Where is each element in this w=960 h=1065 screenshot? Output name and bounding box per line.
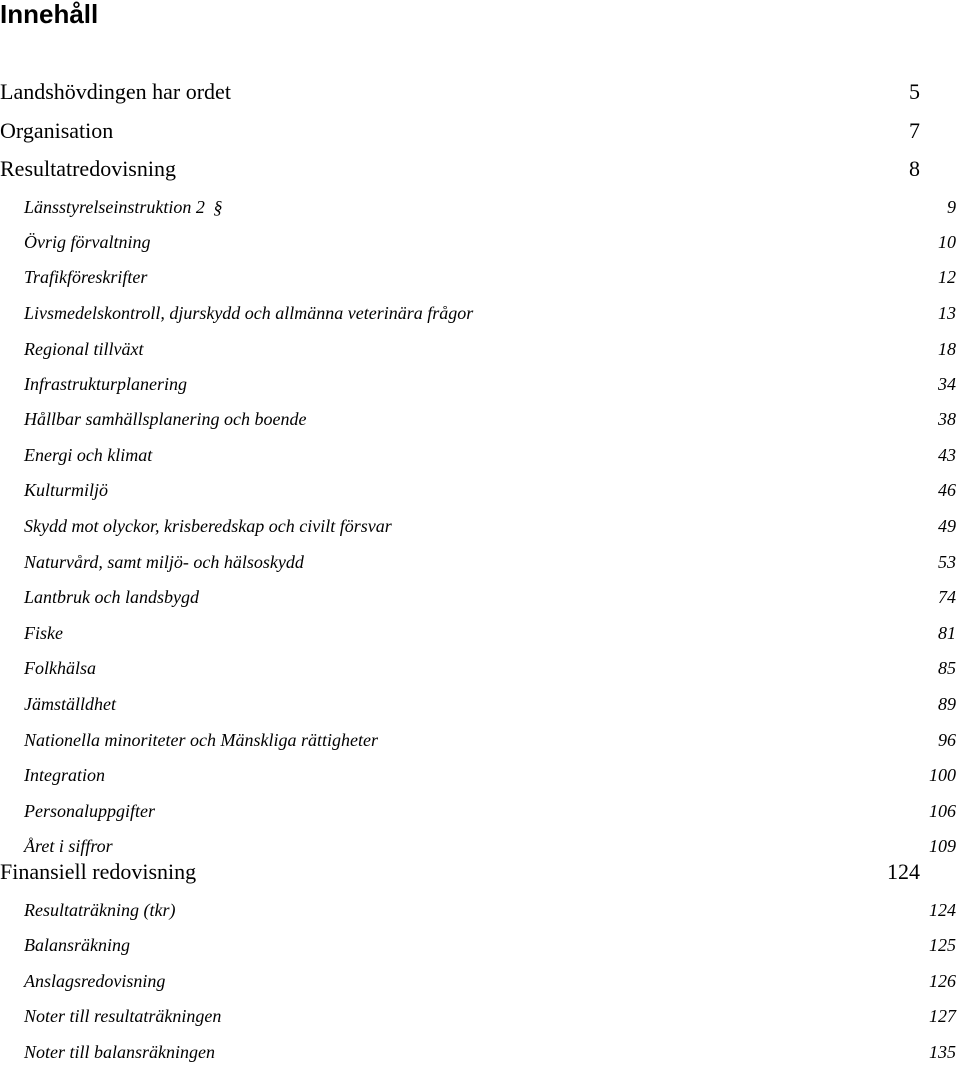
toc-entry-page: 5: [909, 79, 920, 104]
toc-entry[interactable]: [0, 156, 920, 182]
toc-subentry[interactable]: [24, 934, 956, 956]
toc-subentry-page: 96: [938, 730, 956, 750]
toc-subentry[interactable]: [24, 551, 956, 573]
toc-subentry-label: Energi och klimat: [24, 445, 153, 465]
toc-subentry-page: 38: [938, 409, 956, 429]
toc-subentry-page: 106: [929, 801, 956, 821]
toc-subentry-label: Länsstyrelseinstruktion 2: [24, 197, 205, 217]
toc-subentry-label: Infrastrukturplanering: [24, 374, 188, 394]
toc-subentry-page: 53: [938, 552, 956, 572]
toc-subentry-page: 126: [929, 971, 956, 991]
toc-subentry-label: Folkhälsa: [24, 658, 96, 678]
toc-subentry[interactable]: [24, 231, 956, 253]
toc-subentry-page: 109: [929, 836, 956, 856]
toc-subentry[interactable]: [24, 479, 956, 501]
toc-subentry-page: 10: [938, 232, 956, 252]
toc-subentry-label: Noter till balansräkningen: [24, 1042, 215, 1062]
toc-subentry-label: Lantbruk och landsbygd: [24, 587, 199, 607]
toc-entry[interactable]: [0, 859, 920, 885]
toc-subentry[interactable]: [24, 586, 956, 608]
toc-subentry-page: 124: [929, 900, 956, 920]
toc-subentry[interactable]: [24, 373, 956, 395]
toc-subentry-page: 13: [938, 303, 956, 323]
toc-subentry[interactable]: [24, 444, 956, 466]
toc-subentry-page: 89: [938, 694, 956, 714]
toc-entry[interactable]: [0, 118, 920, 144]
toc-subentry-label: Anslagsredovisning: [24, 971, 166, 991]
toc-entry-label: Landshövdingen har ordet: [0, 79, 231, 104]
toc-subentry-page: 9: [947, 197, 956, 217]
toc-subentry[interactable]: [24, 408, 956, 430]
toc-subentry[interactable]: [24, 338, 956, 360]
toc-subentry[interactable]: [24, 266, 956, 288]
toc-subentry-label: Året i siffror: [24, 836, 113, 856]
toc-subentry-page: 12: [938, 267, 956, 287]
toc-subentry-page: 34: [938, 374, 956, 394]
toc-subentry-page: 127: [929, 1006, 956, 1026]
toc-subentry[interactable]: [24, 970, 956, 992]
toc-subentry-label: Balansräkning: [24, 935, 130, 955]
toc-subentry-page: 125: [929, 935, 956, 955]
toc-entry-label: Organisation: [0, 118, 114, 143]
toc-subentry-page: 18: [938, 339, 956, 359]
toc-subentry-label: Nationella minoriteter och Mänskliga rättigheter: [24, 730, 378, 750]
toc-subentry-label: Fiske: [24, 623, 63, 643]
toc-entry-page: 8: [909, 156, 920, 181]
toc-subentry[interactable]: [24, 835, 956, 857]
toc-subentry-label: Trafikföreskrifter: [24, 267, 148, 287]
toc-subentry-label: Kulturmiljö: [24, 480, 109, 500]
toc-subentry-label: Resultaträkning (tkr): [24, 900, 176, 920]
toc-subentry-page: 49: [938, 516, 956, 536]
toc-subentry-label: Integration: [24, 765, 105, 785]
toc-subentry[interactable]: [24, 729, 956, 751]
toc-subentry-label: Livsmedelskontroll, djurskydd och allmänna veterinära frågor: [24, 303, 474, 323]
toc-subentry-label: Naturvård, samt miljö- och hälsoskydd: [24, 552, 304, 572]
toc-subentry-label: Hållbar samhällsplanering och boende: [24, 409, 307, 429]
toc-subentry[interactable]: [24, 800, 956, 822]
toc-subentry[interactable]: [24, 693, 956, 715]
toc-subentry[interactable]: [24, 515, 956, 537]
toc-subentry-page: 46: [938, 480, 956, 500]
toc-entry[interactable]: [0, 79, 920, 105]
page-title: Innehåll: [0, 0, 99, 29]
toc-subentry-page: 43: [938, 445, 956, 465]
toc-entry-page: 124: [887, 859, 920, 884]
toc-subentry-page: 135: [929, 1042, 956, 1062]
toc-subentry[interactable]: [24, 657, 956, 679]
toc-subentry-page: 100: [929, 765, 956, 785]
toc-subentry-label: Regional tillväxt: [24, 339, 144, 359]
toc-subentry[interactable]: [24, 764, 956, 786]
toc-entry-label: Finansiell redovisning: [0, 859, 197, 884]
section-sign: §: [213, 197, 223, 217]
toc-subentry[interactable]: [24, 899, 956, 921]
toc-subentry-label: Skydd mot olyckor, krisberedskap och civilt försvar: [24, 516, 392, 536]
toc-subentry-page: 81: [938, 623, 956, 643]
toc-subentry-label: Personaluppgifter: [24, 801, 155, 821]
toc-entry-label: Resultatredovisning: [0, 156, 176, 181]
toc-subentry[interactable]: [24, 1005, 956, 1027]
toc-subentry-label: Noter till resultaträkningen: [24, 1006, 222, 1026]
toc-entry-page: 7: [909, 118, 920, 143]
toc-subentry-page: 85: [938, 658, 956, 678]
toc-subentry[interactable]: [24, 302, 956, 324]
toc-subentry[interactable]: [24, 196, 956, 218]
toc-subentry[interactable]: [24, 622, 956, 644]
toc-subentry-label: Övrig förvaltning: [24, 232, 151, 252]
toc-subentry-page: 74: [938, 587, 956, 607]
toc-subentry[interactable]: [24, 1041, 956, 1063]
toc-subentry-label: Jämställdhet: [24, 694, 116, 714]
